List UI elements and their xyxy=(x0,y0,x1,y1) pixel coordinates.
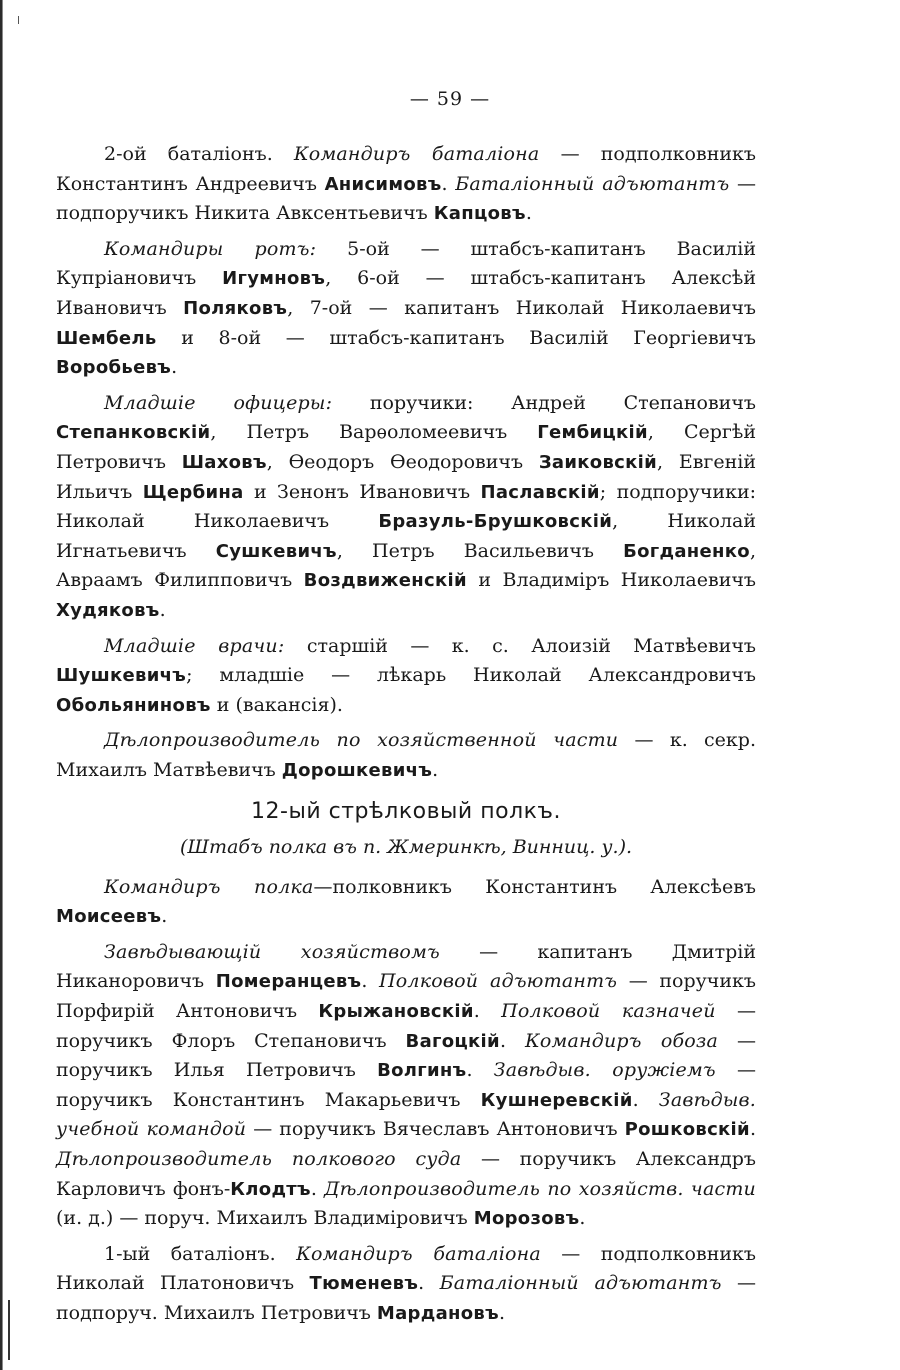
body-text xyxy=(56,140,756,1335)
paragraph-junior-officers: Младшіе офицеры: поручики: Андрей Степановичъ Степанковскій, Петръ Варѳоломеевичъ Гембицкій, Сергѣй Петровичъ Шаховъ, Ѳеодоръ Ѳеодоровичъ Заиковскій, Евгеній Ильичъ Щербина и Зенонъ Ивановичъ Паславскій; подпоручики: Николай Николаевичъ Бразуль-Брушковскій, Николай Игнатьевичъ Сушкевичъ, Петръ Васильевичъ Богданенко, Авраамъ Филипповичъ Воздвиженскій и Владиміръ Николаевичъ Худяковъ. xyxy=(56,391,757,621)
paragraph-regiment-commander: Командиръ полка—полковникъ Константинъ Алексѣевъ Моисеевъ. xyxy=(56,875,756,928)
paragraph-2nd-battalion: 2-ой баталіонъ. Командиръ баталіона — подполковникъ Константинъ Андреевичъ Анисимовъ. Баталіонный адъютантъ — подпоручикъ Никита Авксентьевичъ Капцовъ. xyxy=(56,143,757,225)
regiment-heading: 12-ый стрѣлковый полкъ. xyxy=(251,799,561,825)
paragraph-1st-battalion: 1-ый баталіонъ. Командиръ баталіона — подполковникъ Николай Платоновичъ Тюменевъ. Баталіонный адъютантъ — подпоруч. Михаилъ Петровичъ Мардановъ. xyxy=(56,1242,756,1324)
paragraph-company-commanders: Командиры ротъ: 5-ой — штабсъ-капитанъ Василій Купріановичъ Игумновъ, 6-ой — штабсъ-капитанъ Алексѣй Ивановичъ Поляковъ, 7-ой — капитанъ Николай Николаевичъ Шембель и 8-ой — штабсъ-капитанъ Василій Георгіевичъ Воробьевъ. xyxy=(56,237,757,379)
paragraph-regiment-staff: Завѣдывающій хозяйствомъ — капитанъ Дмитрій Никаноровичъ Померанцевъ. Полковой адъютантъ — поручикъ Порфирій Антоновичъ Крыжановскій. Полковой казначей — поручикъ Флоръ Степановичъ Вагоцкій. Командиръ обоза — поручикъ Илья Петровичъ Волгинъ. Завѣдыв. оружіемъ — поручикъ Константинъ Макарьевичъ Кушнеревскій. Завѣдыв. учебной командой — поручикъ Вячеславъ Антоновичъ Рошковскій. Дѣлопроизводитель полкового суда — поручикъ Александръ Карловичъ фонъ-Клодтъ. Дѣлопроизводитель по хозяйств. части (и. д.) — поруч. Михаилъ Владиміровичъ Морозовъ. xyxy=(56,940,756,1230)
binding-mark xyxy=(18,16,25,24)
page-binding-edge xyxy=(0,0,6,1370)
binding-bottom-mark xyxy=(8,1300,20,1360)
paragraph-clerk: Дѣлопроизводитель по хозяйственной части — к. секр. Михаилъ Матвѣевичъ Дорошкевичъ. xyxy=(56,729,756,781)
paragraph-junior-doctors: Младшіе врачи: старшій — к. с. Алоизій Матвѣевичъ Шушкевичъ; младшіе — лѣкарь Николай Александровичъ Обольяниновъ и (вакансія). xyxy=(56,634,756,716)
regiment-subheading: (Штабъ полка въ п. Жмеринкѣ, Винниц. у.). xyxy=(179,836,633,859)
page-number: — 59 — xyxy=(409,88,491,110)
